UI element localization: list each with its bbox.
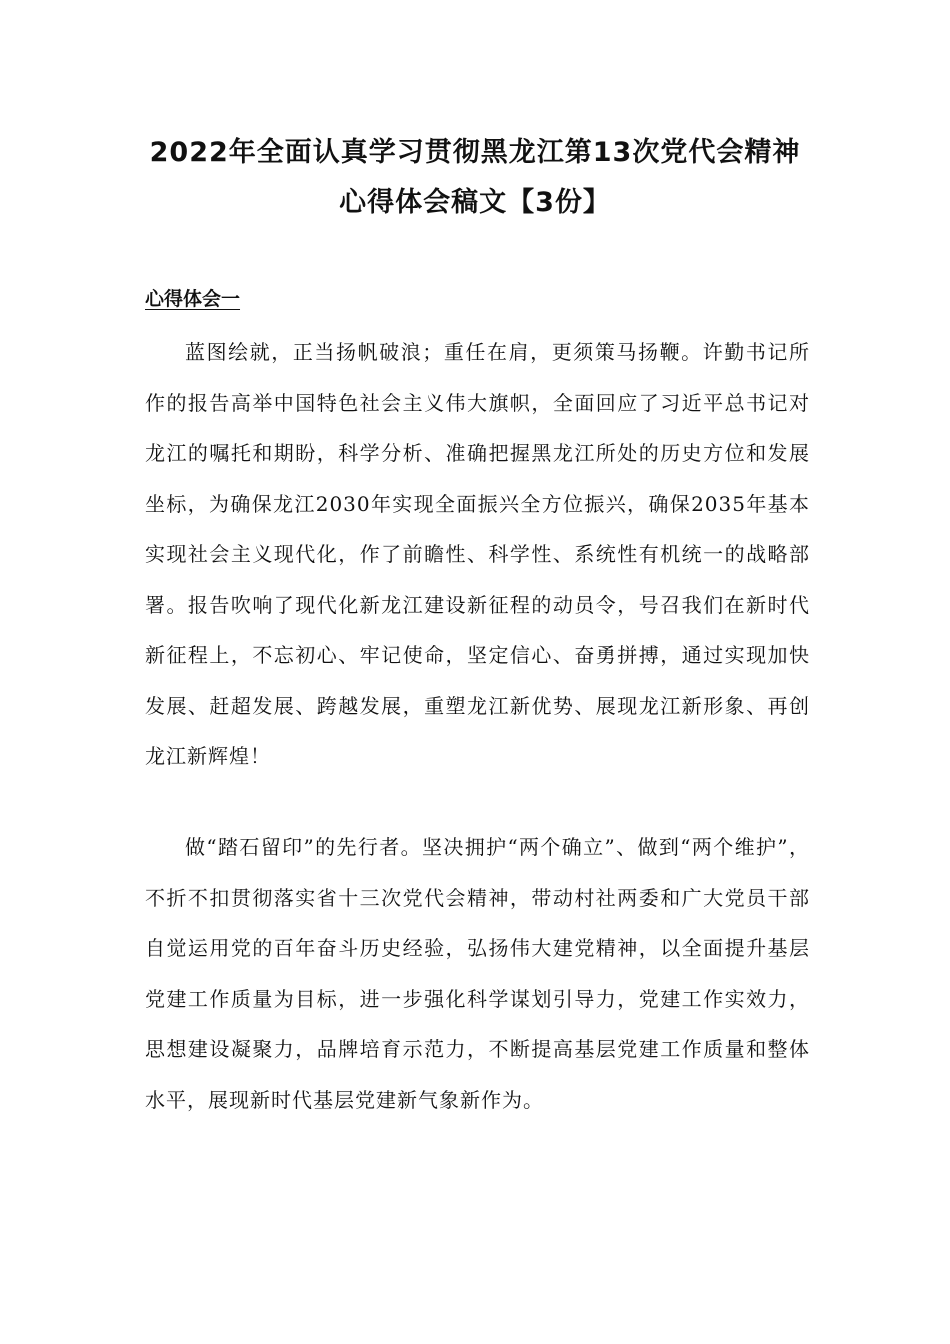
paragraph-1: 蓝图绘就，正当扬帆破浪；重任在肩，更须策马扬鞭。许勤书记所作的报告高举中国特色社会主义伟大旗帜，全面回应了习近平总书记对龙江的嘱托和期盼，科学分析、准确把握黑龙江所处的历史方位和发展坐标，为确保龙江2030年实现全面振兴全方位振兴，确保2035年基本实现社会主义现代化，作了前瞻性、科学性、系统性有机统一的战略部署。报告吹响了现代化新龙江建设新征程的动员令，号召我们在新时代新征程上，不忘初心、牢记使命，坚定信心、奋勇拼搏，通过实现加快发展、赶超发展、跨越发展，重塑龙江新优势、展现龙江新形象、再创龙江新辉煌！ xyxy=(145,340,810,768)
document-title-line-2: 心得体会稿文【3份】 xyxy=(339,187,611,218)
section-heading: 心得体会一 xyxy=(145,288,241,310)
paragraph-2: 做“踏石留印”的先行者。坚决拥护“两个确立”、做到“两个维护”，不折不扣贯彻落实省十三次党代会精神，带动村社两委和广大党员干部自觉运用党的百年奋斗历史经验，弘扬伟大建党精神，以全面提升基层党建工作质量为目标，进一步强化科学谋划引导力，党建工作实效力，思想建设凝聚力，品牌培育示范力，不断提高基层党建工作质量和整体水平，展现新时代基层党建新气象新作为。 xyxy=(145,835,810,1112)
document-title-line-1: 2022年全面认真学习贯彻黑龙江第13次党代会精神 xyxy=(149,137,801,168)
